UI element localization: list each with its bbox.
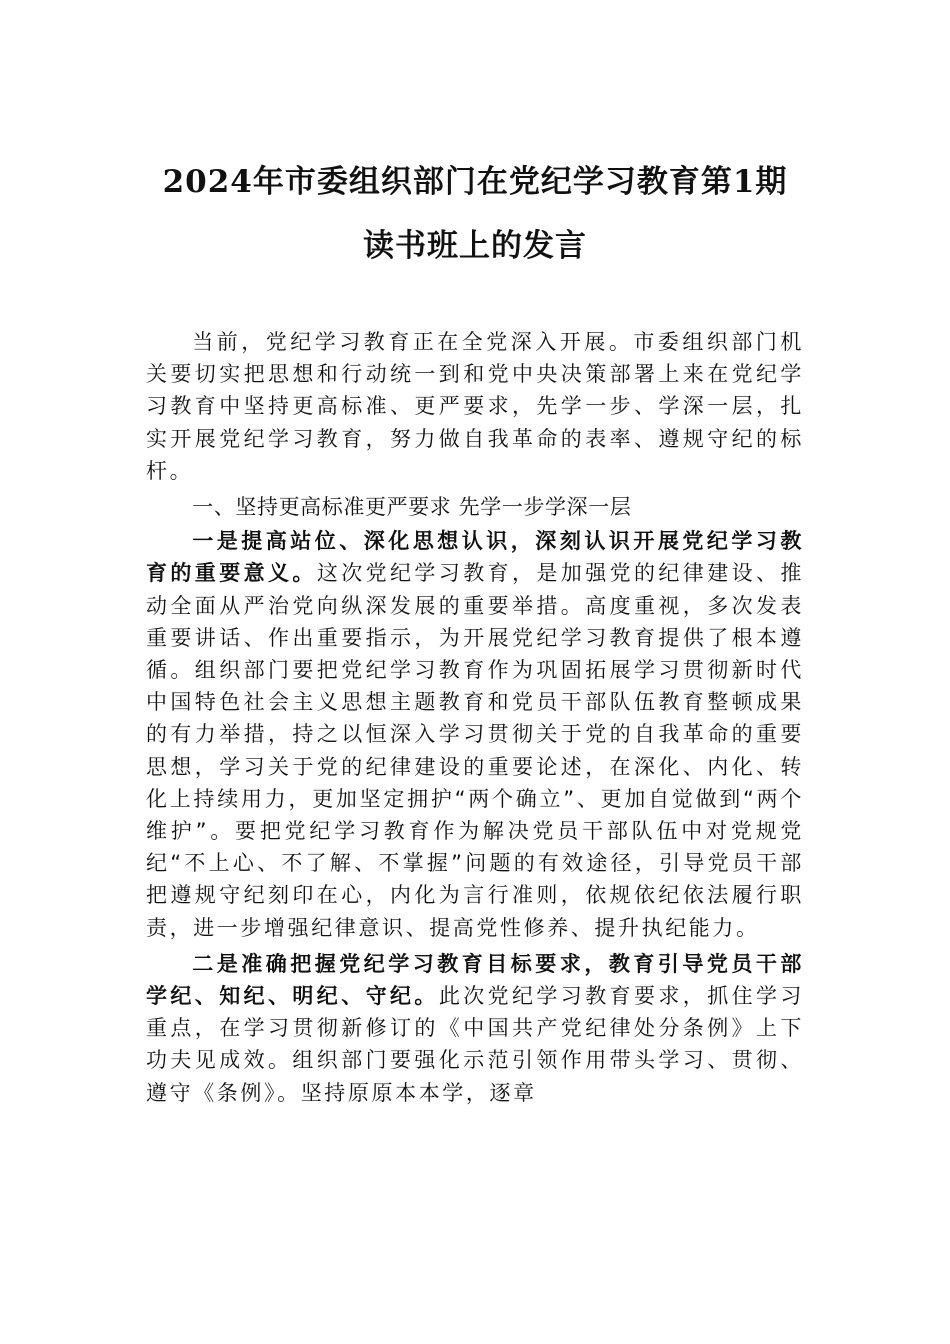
- intro-paragraph: 当前，党纪学习教育正在全党深入开展。市委组织部门机关要切实把思想和行动统一到和党中央决策部署上来在党纪学习教育中坚持更高标准、更严要求，先学一步、学深一层，扎实开展党纪学习教育，努力做自我革命的表率、遵规守纪的标杆。: [146, 330, 804, 483]
- point-2-lead: 二是准确把握党纪学习教育目标要求，教育引导党员干部学纪、知纪、明纪、守纪。: [146, 951, 804, 1009]
- point-2-paragraph: [146, 948, 804, 1109]
- document-title: 2024年市委组织部门在党纪学习教育第1期读书班上的发言: [162, 164, 788, 264]
- section-heading: 一、坚持更高标准更严要求 先学一步学深一层: [192, 495, 632, 520]
- point-1-paragraph: [146, 525, 804, 944]
- point-2-text: 此次党纪学习教育要求，抓住学习重点，在学习贯彻新修订的《中国共产党纪律处分条例》上下功夫见成效。组织部门要强化示范引领作用带头学习、贯彻、遵守《条例》。坚持原原本本学，逐章: [146, 984, 805, 1105]
- document-body: [146, 326, 804, 1109]
- point-1-text: 这次党纪学习教育，是加强党的纪律建设、推动全面从严治党向纵深发展的重要举措。高度重视，多次发表重要讲话、作出重要指示，为开展党纪学习教育提供了根本遵循。组织部门要把党纪学习教育作为巩固拓展学习贯彻新时代中国特色社会主义思想主题教育和党员干部队伍教育整顿成果的有力举措，持之以恒深入学习贯彻关于党的自我革命的重要思想，学习关于党的纪律建设的重要论述，在深化、内化、转化上持续用力，更加坚定拥护“两个确立”、更加自觉做到“两个维护”。要把党纪学习教育作为解决党员干部队伍中对党规党纪“不上心、不了解、不掌握”问题的有效途径，引导党员干部把遵规守纪刻印在心，内化为言行准则，依规依纪依法履行职责，进一步增强纪律意识、提高党性修养、提升执纪能力。: [146, 561, 805, 940]
- point-1-lead: 一是提高站位、深化思想认识，深刻认识开展党纪学习教育的重要意义。: [146, 529, 804, 586]
